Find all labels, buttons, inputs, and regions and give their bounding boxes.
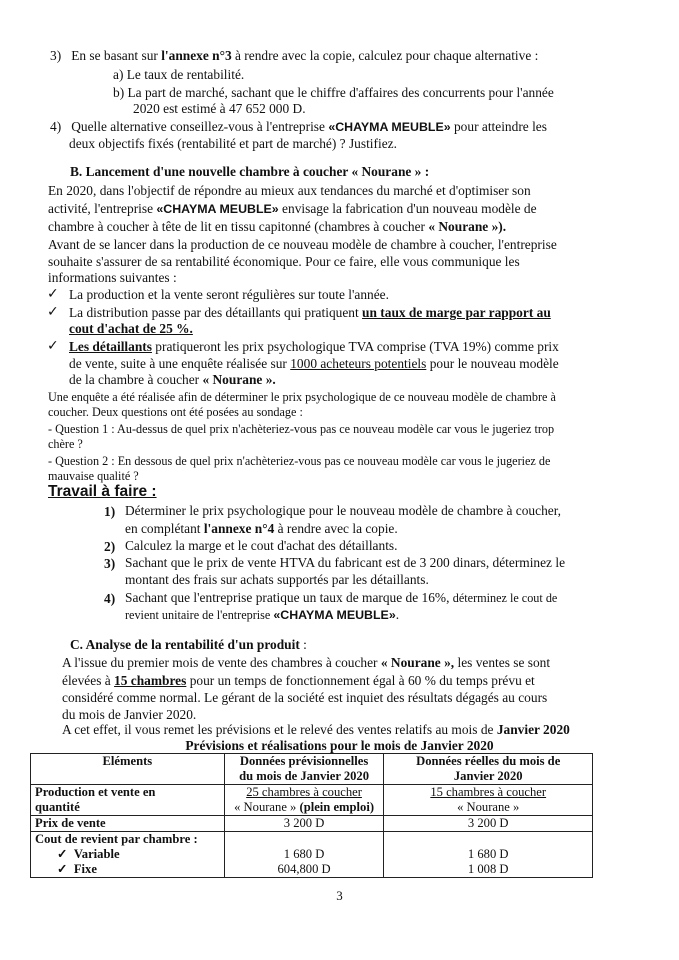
text: . <box>395 607 400 622</box>
text: A l'issue du premier mois de vente des chambres à coucher <box>62 655 381 670</box>
text: pratiqueront les prix psychologique TVA comprise (TVA 19%) comme prix <box>151 339 559 354</box>
task-4 <box>125 590 557 606</box>
emphasis: 1000 acheteurs potentiels <box>290 356 427 371</box>
section-c-title <box>70 637 307 653</box>
task-number: 2) <box>104 539 116 554</box>
item-3b: b) La part de marché, sachant que le chiffre d'affaires des concurrents pour l'année <box>113 85 554 100</box>
text: A cet effet, il vous remet les prévisions et le relevé des ventes relatifs au mois de <box>62 722 497 737</box>
row-label: Prix de vente <box>31 816 225 832</box>
table-caption: Prévisions et réalisations pour le mois de Janvier 2020 <box>185 738 494 753</box>
checkmark-icon: ✓ <box>47 304 59 320</box>
task-2: Calculez la marge et le cout d'achat des détaillants. <box>125 538 398 553</box>
question-4-cont: deux objectifs fixés (rentabilité et part de marché) ? Justifiez. <box>69 136 397 151</box>
survey-question-1-cont: chère ? <box>48 437 83 451</box>
task-4-cont <box>125 607 399 623</box>
text: Production et vente en <box>35 785 156 799</box>
survey-question-1: - Question 1 : Au-dessus de quel prix n'achèteriez-vous pas ce nouveau modèle car vous le jugeriez trop <box>48 422 555 436</box>
item-3b-cont: 2020 est estimé à 47 652 000 D. <box>133 101 306 116</box>
annex-ref: l'annexe n°3 <box>161 48 232 63</box>
header-cell <box>384 754 593 785</box>
question-3-line <box>50 48 538 64</box>
checkmark-icon: ✓ <box>57 862 68 876</box>
row-label <box>31 832 225 878</box>
text: 1 680 D <box>283 847 325 861</box>
survey-question-2-cont: mauvaise qualité ? <box>48 469 139 483</box>
header-text: Données réelles du mois de <box>416 754 561 768</box>
table-cell: 3 200 D <box>384 816 593 832</box>
emphasis: 15 chambres <box>114 673 187 688</box>
company-name: «CHAYMA MEUBLE» <box>156 202 279 216</box>
checkmark-icon: ✓ <box>47 338 59 354</box>
question-text: pour atteindre les <box>450 119 547 134</box>
paragraph-line <box>62 722 570 738</box>
item-3a: a) Le taux de rentabilité. <box>113 67 245 82</box>
text: 15 chambres à coucher <box>430 785 547 799</box>
company-name: «CHAYMA MEUBLE» <box>273 608 396 622</box>
question-text: Quelle alternative conseillez-vous à l'entreprise <box>71 119 329 134</box>
row-label <box>31 785 225 816</box>
section-title: C. Analyse de la rentabilité d'un produit <box>70 637 300 652</box>
text: pour un temps de fonctionnement égal à 60 % du temps prévu et <box>186 673 535 688</box>
question-text: à rendre avec la copie, calculez pour chaque alternative : <box>231 48 539 63</box>
table-header-row <box>31 754 593 785</box>
section-b-title: B. Lancement d'une nouvelle chambre à coucher « Nourane » : <box>70 164 430 179</box>
text: élevées à <box>62 673 115 688</box>
checkmark-icon: ✓ <box>47 286 59 302</box>
paragraph-line: souhaite s'assurer de sa rentabilité économique. Pour ce faire, elle vous communique les <box>48 254 520 269</box>
task-1: Déterminer le prix psychologique pour le nouveau modèle de chambre à coucher, <box>125 503 561 518</box>
product-name: « Nourane »). <box>428 219 507 234</box>
text: de vente, suite à une enquête réalisée sur <box>69 356 291 371</box>
task-number: 3) <box>104 556 116 571</box>
page-number: 3 <box>336 888 343 903</box>
text: chambre à coucher à tête de lit en tissu capitonné (chambres à coucher <box>48 219 429 234</box>
paragraph-line: informations suivantes : <box>48 270 177 285</box>
text: Sachant que l'entreprise pratique un taux de marque de 16%, <box>125 590 453 605</box>
question-text: En se basant sur <box>71 48 162 63</box>
header-text: Données prévisionnelles <box>239 754 369 768</box>
table-cell <box>224 832 384 878</box>
table-row <box>31 785 593 816</box>
text: revient unitaire de l'entreprise <box>125 608 274 622</box>
text: envisage la fabrication d'un nouveau modèle de <box>278 201 537 216</box>
text: Cout de revient par chambre : <box>35 832 198 846</box>
paragraph-line <box>62 655 550 671</box>
text: en complétant <box>125 521 204 536</box>
task-number: 1) <box>104 504 116 519</box>
emphasis: Janvier 2020 <box>496 722 570 737</box>
checklist-item-cont <box>69 356 559 372</box>
table-cell <box>384 832 593 878</box>
text: à rendre avec la copie. <box>274 521 398 536</box>
text: 1 680 D <box>467 847 509 861</box>
text: « Nourane » <box>234 800 300 814</box>
survey-line: Une enquête a été réalisée afin de déterminer le prix psychologique de ce nouveau modèle de chambre à <box>48 390 556 404</box>
survey-line: coucher. Deux questions ont été posées au sondage : <box>48 405 303 419</box>
task-1-cont <box>125 521 398 537</box>
text: 1 008 D <box>467 862 509 876</box>
text: 25 chambres à coucher <box>246 785 362 799</box>
company-name: «CHAYMA MEUBLE» <box>328 120 451 134</box>
paragraph-line: Avant de se lancer dans la production de ce nouveau modèle de chambre à coucher, l'entreprise <box>48 237 557 252</box>
paragraph-line: du mois de Janvier 2020. <box>62 707 197 722</box>
text: déterminez le cout de <box>452 591 558 605</box>
checklist-item <box>69 339 559 355</box>
text: « Nourane » <box>457 800 520 814</box>
header-text: Janvier 2020 <box>453 769 523 783</box>
header-cell <box>224 754 384 785</box>
checklist-item-cont <box>69 372 276 388</box>
survey-question-2: - Question 2 : En dessous de quel prix n'achèteriez-vous pas ce nouveau modèle car vous le jugeriez de <box>48 454 551 468</box>
question-4-line <box>50 119 547 135</box>
text: La distribution passe par des détaillants qui pratiquent <box>69 305 363 320</box>
text: pour le nouveau modèle <box>426 356 559 371</box>
emphasis: Les détaillants <box>69 339 152 354</box>
checkmark-icon: ✓ <box>57 847 68 861</box>
product-name: « Nourane », <box>380 655 455 670</box>
text: (plein emploi) <box>299 800 375 814</box>
paragraph-line <box>48 219 506 235</box>
header-text: du mois de Janvier 2020 <box>239 769 370 783</box>
checklist-item <box>69 305 551 321</box>
forecast-table <box>30 753 593 878</box>
text: 604,800 D <box>277 862 331 876</box>
question-number: 4) <box>50 119 62 134</box>
task-number: 4) <box>104 591 116 606</box>
checklist-item: La production et la vente seront régulières sur toute l'année. <box>69 287 389 302</box>
checklist-item-cont: cout d'achat de 25 %. <box>69 321 193 336</box>
text: activité, l'entreprise <box>48 201 157 216</box>
text: de la chambre à coucher <box>69 372 203 387</box>
question-number: 3) <box>50 48 62 63</box>
table-cell: 3 200 D <box>224 816 384 832</box>
task-3-cont: montant des frais sur achats supportés par les détaillants. <box>125 572 429 587</box>
table-cell <box>384 785 593 816</box>
emphasis: un taux de marge par rapport au <box>362 305 551 320</box>
text: Fixe <box>73 862 97 876</box>
table-row <box>31 816 593 832</box>
text: Variable <box>73 847 120 861</box>
work-title: Travail à faire : <box>48 483 157 500</box>
paragraph-line <box>48 201 537 217</box>
task-3: Sachant que le prix de vente HTVA du fabricant est de 3 200 dinars, déterminez le <box>125 555 566 570</box>
header-cell: Eléments <box>31 754 225 785</box>
text: les ventes se sont <box>454 655 551 670</box>
text: quantité <box>35 800 80 814</box>
table-row <box>31 832 593 878</box>
text: : <box>299 637 307 652</box>
annex-ref: l'annexe n°4 <box>203 521 275 536</box>
paragraph-line <box>62 673 535 689</box>
paragraph-line: considéré comme normal. Le gérant de la société est inquiet des résultats dégagés au cours <box>62 690 548 705</box>
table-cell <box>224 785 384 816</box>
paragraph-line: En 2020, dans l'objectif de répondre au mieux aux tendances du marché et d'optimiser son <box>48 183 531 198</box>
product-name: « Nourane ». <box>202 372 276 387</box>
